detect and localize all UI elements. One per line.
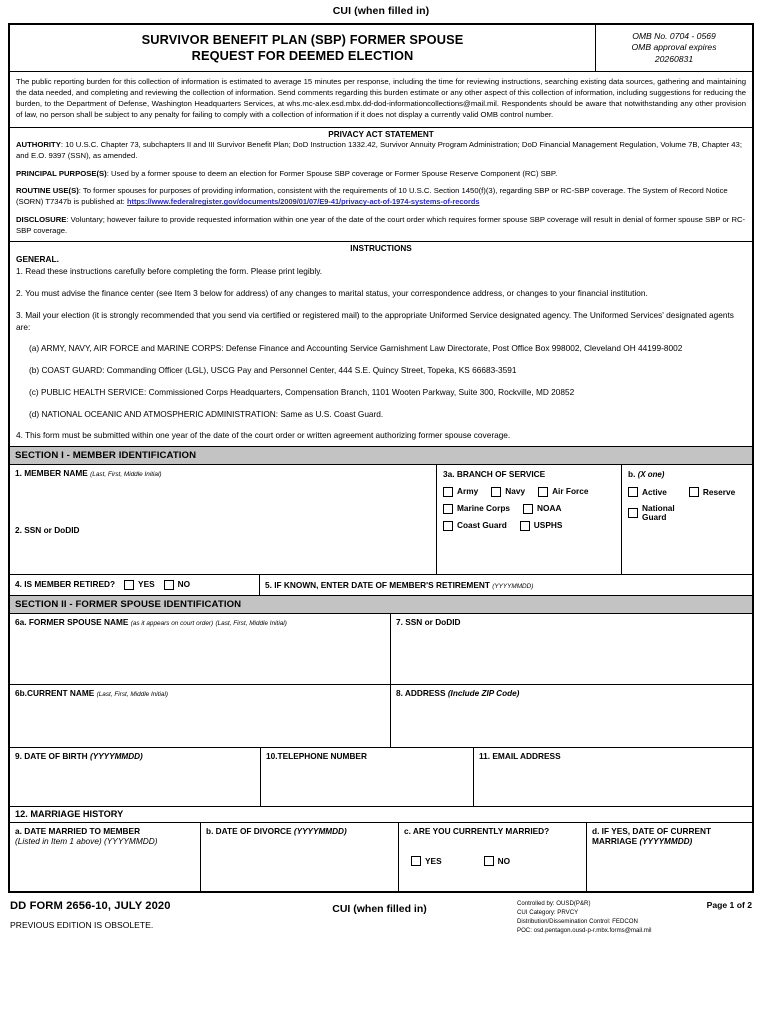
member-retired-label: 4. IS MEMBER RETIRED?: [15, 579, 116, 590]
section-1-bar: SECTION I - MEMBER IDENTIFICATION: [10, 446, 752, 465]
checkbox-icon[interactable]: [491, 487, 501, 497]
date-married-cell[interactable]: [10, 823, 200, 891]
checkbox-icon[interactable]: [628, 487, 638, 497]
checkbox-icon[interactable]: [523, 504, 533, 514]
privacy-routine-text: : To former spouses for purposes of providing information, consistent with the requirements of 10 U.S.C. Section 1450(f)(3), regarding SBP or RC-SBP coverage. The System of Record Notice (SORN) T7347b is published at:: [16, 186, 728, 207]
privacy-act-block: [10, 128, 752, 242]
former-spouse-name-row: [10, 614, 752, 685]
instruction-agent-b: (b) COAST GUARD: Commanding Officer (LGL), USCG Pay and Personnel Center, 444 S.E. Quincy Street, Topeka, KS 66683-3591: [29, 365, 517, 376]
checkbox-icon[interactable]: [689, 487, 699, 497]
checkbox-icon[interactable]: [628, 508, 638, 518]
former-spouse-ssn-label: 7. SSN or DoDID: [396, 616, 461, 627]
dob-phone-email-row: [10, 748, 752, 807]
instruction-item-4: 4. This form must be submitted within one year of the date of the court order or written agreement authorizing former spouse coverage.: [16, 430, 511, 441]
former-spouse-ssn-cell[interactable]: [390, 614, 752, 684]
current-marriage-date-label: d. IF YES, DATE OF CURRENT MARRIAGE (YYYYMMDD): [592, 826, 712, 847]
branch-row-3: [443, 521, 616, 531]
branch-of-service-label: 3a. BRANCH OF SERVICE: [443, 469, 546, 480]
form-title-line2: REQUEST FOR DEEMED ELECTION: [191, 47, 414, 63]
page-number: Page 1 of 2: [706, 900, 752, 911]
checkbox-icon[interactable]: [520, 521, 530, 531]
former-spouse-name-cell[interactable]: [10, 614, 390, 684]
branch-checkbox-usphs[interactable]: USPHS: [520, 521, 563, 531]
member-ssn-input[interactable]: [15, 536, 431, 572]
branch-row-2: [443, 504, 616, 514]
date-divorce-label: b. DATE OF DIVORCE (YYYYMMDD): [206, 826, 347, 837]
section-2-bar: SECTION II - FORMER SPOUSE IDENTIFICATION: [10, 595, 752, 614]
checkbox-icon[interactable]: [443, 487, 453, 497]
checkbox-icon[interactable]: [124, 580, 134, 590]
checkbox-icon[interactable]: [411, 856, 421, 866]
cui-top-banner: CUI (when filled in): [332, 5, 430, 17]
member-retired-no[interactable]: NO: [164, 580, 190, 590]
form-footer: [8, 895, 754, 935]
current-name-row: [10, 685, 752, 748]
branch-checkbox-coast-guard[interactable]: Coast Guard: [443, 521, 507, 531]
instruction-agent-d: (d) NATIONAL OCEANIC AND ATMOSPHERIC ADMINISTRATION: Same as U.S. Coast Guard.: [29, 408, 384, 419]
instruction-item-3: 3. Mail your election (it is strongly recommended that you send via certified or registered mail) to the appropriate Uniformed Service designated agency. The Uniformed Services' designated agents are:: [16, 309, 734, 332]
date-married-label: a. DATE MARRIED TO MEMBER: [15, 826, 141, 837]
checkbox-icon[interactable]: [443, 504, 453, 514]
member-ssn-label: 2. SSN or DoDID: [15, 525, 80, 536]
privacy-act-sorn-link[interactable]: https://www.federalregister.gov/documents/2009/01/07/E9-41/privacy-act-of-1974-systems-of-records: [126, 197, 480, 207]
poc-email: POC: osd.pentagon.ousd-p-r.mbx.forms@mail.mil: [517, 926, 652, 934]
control-markings: [517, 900, 652, 935]
checkbox-icon[interactable]: [538, 487, 548, 497]
omb-box: [595, 25, 752, 71]
member-name-input[interactable]: [15, 479, 431, 525]
privacy-authority: [16, 140, 746, 162]
checkbox-icon[interactable]: [443, 521, 453, 531]
footer-left: [10, 900, 242, 930]
member-name-ssn-cell: [10, 465, 436, 573]
privacy-purpose-label: PRINCIPAL PURPOSE(S): [16, 168, 107, 178]
branch-checkbox-air-force[interactable]: Air Force: [538, 487, 588, 497]
retirement-date-cell[interactable]: [259, 575, 752, 595]
footer-right: [517, 900, 752, 935]
currently-married-yes[interactable]: YES: [411, 856, 442, 866]
component-row-2: [628, 504, 747, 522]
component-checkbox-active[interactable]: Active: [628, 487, 667, 497]
form-number: DD FORM 2656-10, JULY 2020: [10, 900, 171, 913]
form-title: [10, 25, 595, 71]
retired-row: [10, 575, 752, 595]
component-label: b. (X one): [628, 469, 665, 480]
omb-expires-label: OMB approval expires: [631, 42, 717, 53]
date-divorce-cell[interactable]: [200, 823, 398, 891]
distribution-control: Distribution/Dissemination Control: FEDCON: [517, 917, 638, 925]
component-row-1: [628, 487, 747, 497]
form-frame: [8, 23, 754, 893]
branch-of-service-cell: [436, 465, 621, 573]
privacy-purpose-text: : Used by a former spouse to deem an election for Former Spouse SBP coverage or Former Spouse Reserve Component (RC) SBP.: [106, 168, 558, 178]
current-name-cell[interactable]: [10, 685, 390, 747]
marriage-history-row: [10, 823, 752, 891]
cui-bottom-banner: CUI (when filled in): [332, 903, 427, 916]
component-cell: [621, 465, 752, 573]
currently-married-cell: [398, 823, 586, 891]
date-of-birth-label: 9. DATE OF BIRTH (YYYYMMDD): [15, 750, 143, 761]
privacy-authority-text: : 10 U.S.C. Chapter 73, subchapters II and III Survivor Benefit Plan; DoD Instruction 1332.42, Survivor Annuity Program Administration; DoD Financial Management Regulation, Volume 7B, Chapter 43; and E.O. 9397 (SSN), as amended.: [16, 139, 742, 160]
instruction-item-1: 1. Read these instructions carefully before completing the form. Please print legibly.: [16, 266, 323, 277]
current-marriage-date-cell[interactable]: [586, 823, 752, 891]
privacy-disclosure: [16, 215, 746, 237]
cui-category: CUI Category: PRVCY: [517, 908, 579, 916]
checkbox-icon[interactable]: [484, 856, 494, 866]
retirement-date-label: 5. IF KNOWN, ENTER DATE OF MEMBER'S RETIREMENT (YYYYMMDD): [265, 579, 534, 590]
instruction-item-2: 2. You must advise the finance center (see Item 3 below for address) of any changes to marital status, your correspondence address, or changes to your financial institution.: [16, 288, 648, 298]
date-of-birth-cell[interactable]: [10, 748, 260, 806]
instructions-general-label: GENERAL.: [16, 254, 59, 265]
instructions-block: [10, 242, 752, 446]
privacy-authority-label: AUTHORITY: [16, 139, 61, 149]
branch-row-1: [443, 487, 616, 497]
branch-checkbox-marine-corps[interactable]: Marine Corps: [443, 504, 510, 514]
member-name-label: 1. MEMBER NAME (Last, First, Middle Initial): [15, 468, 162, 479]
controlled-by: Controlled by: OUSD(P&R): [517, 900, 591, 908]
component-checkbox-reserve[interactable]: Reserve: [689, 487, 735, 497]
address-cell[interactable]: [390, 685, 752, 747]
email-cell[interactable]: [473, 748, 752, 806]
currently-married-no[interactable]: NO: [484, 856, 510, 866]
email-label: 11. EMAIL ADDRESS: [479, 750, 561, 761]
privacy-disclosure-text: : Voluntary; however failure to provide requested information within one year of the date of the court order which requires former spouse SBP coverage will result in denial of former spouse SBP or RC-SBP coverage.: [16, 214, 746, 235]
member-retired-cell: [10, 575, 259, 595]
privacy-disclosure-label: DISCLOSURE: [16, 214, 67, 224]
former-spouse-name-label: 6a. FORMER SPOUSE NAME (as it appears on court order) (Last, First, Middle Initial): [15, 616, 287, 627]
current-name-label: 6b.CURRENT NAME (Last, First, Middle Initial): [15, 687, 168, 698]
marriage-history-bar: 12. MARRIAGE HISTORY: [10, 807, 752, 824]
branch-checkbox-army[interactable]: Army: [443, 487, 478, 497]
address-label: 8. ADDRESS (Include ZIP Code): [396, 687, 520, 698]
instruction-agent-c: (c) PUBLIC HEALTH SERVICE: Commissioned Corps Headquarters, Compensation Branch, 1101 Wooten Parkway, Suite 300, Rockville, MD 20852: [29, 386, 575, 397]
section-1-row: [10, 465, 752, 574]
privacy-routine-label: ROUTINE USE(S): [16, 186, 79, 196]
omb-number: OMB No. 0704 - 0569: [632, 31, 716, 41]
checkbox-icon[interactable]: [164, 580, 174, 590]
currently-married-label: c. ARE YOU CURRENTLY MARRIED?: [404, 826, 550, 837]
previous-edition-notice: PREVIOUS EDITION IS OBSOLETE.: [10, 920, 154, 931]
instruction-agent-a: (a) ARMY, NAVY, AIR FORCE and MARINE CORPS: Defense Finance and Accounting Service Garnishment Law Directorate, Post Office Box 998002, Cleveland OH 44199-8002: [29, 343, 683, 354]
privacy-purpose: [16, 169, 746, 180]
branch-checkbox-navy[interactable]: Navy: [491, 487, 525, 497]
branch-checkbox-noaa[interactable]: NOAA: [523, 504, 561, 514]
telephone-cell[interactable]: [260, 748, 473, 806]
currently-married-options: [404, 856, 581, 866]
title-row: [10, 25, 752, 72]
omb-expires-date: 20260831: [654, 53, 694, 64]
burden-statement: The public reporting burden for this collection of information is estimated to average 15 minutes per response, including the time for reviewing instructions, searching existing data sources, gathering and maintaining the data needed, and completing and reviewing the collection of information. Send comments regarding this burden estimate or any other aspect of this collection of information, including suggestions for reducing the burden, to the Department of Defense, Washington Headquarters Services, at whs.mc-alex.esd.mbx.dd-dod-informationcollections@mail.mil. Respondents should be aware that notwithstanding any other provision of law, no person shall be subject to any penalty for failing to comply with a collection of information if it does not display a currently valid OMB control number.: [10, 72, 752, 128]
component-checkbox-national-guard[interactable]: National Guard: [628, 504, 694, 522]
privacy-act-heading: PRIVACY ACT STATEMENT: [328, 129, 434, 139]
instructions-heading: INSTRUCTIONS: [350, 244, 412, 254]
member-retired-yes[interactable]: YES: [124, 580, 155, 590]
form-title-line1: SURVIVOR BENEFIT PLAN (SBP) FORMER SPOUSE: [141, 32, 464, 47]
date-married-hint: (Listed in Item 1 above) (YYYYMMDD): [15, 836, 158, 847]
privacy-routine: [16, 186, 746, 208]
telephone-label: 10.TELEPHONE NUMBER: [266, 750, 367, 761]
